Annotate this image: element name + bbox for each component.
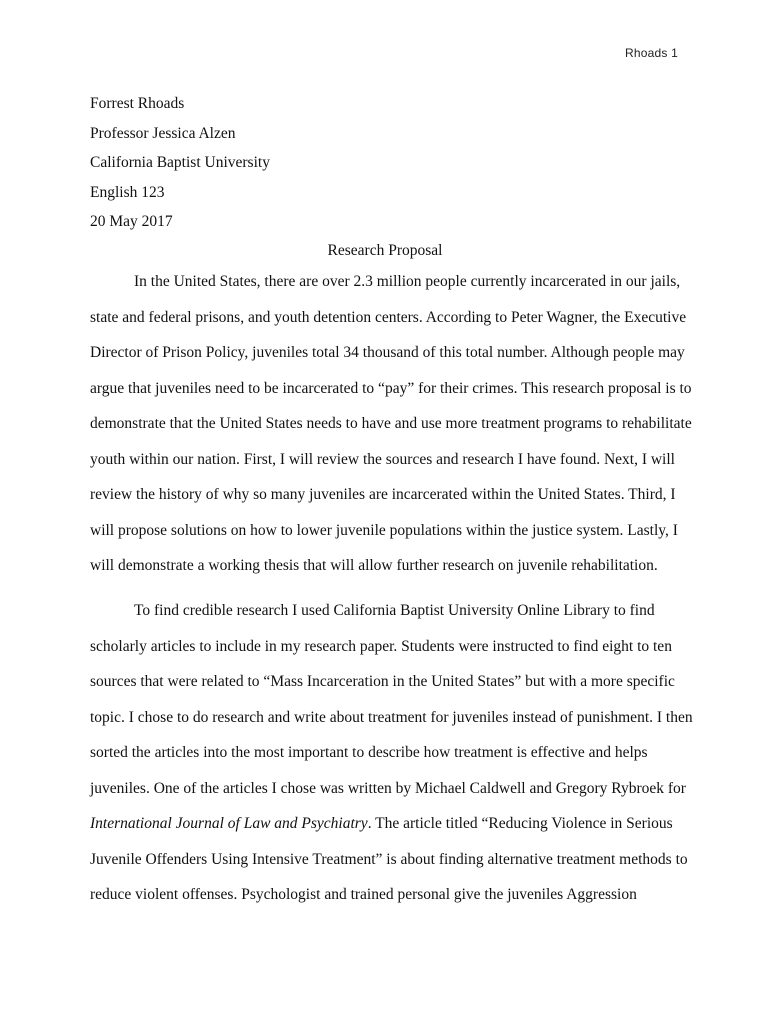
paragraph-line: reduce violent offenses. Psychologist and trained personal give the juveniles Aggression [90, 886, 637, 903]
paragraph-research-sources [90, 593, 693, 913]
paragraph-line: In the United States, there are over 2.3 million people currently incarcerated in our jails, [134, 273, 681, 290]
document-date: 20 May 2017 [90, 213, 173, 230]
paragraph-line: scholarly articles to include in my research paper. Students were instructed to find eight to ten [90, 637, 672, 655]
paragraph-line: sources that were related to “Mass Incarceration in the United States” but with a more specific [90, 673, 675, 690]
running-head: Rhoads 1 [625, 46, 678, 60]
paragraph-line: argue that juveniles need to be incarcerated to “pay” for their crimes. This research proposal is to [90, 379, 692, 397]
paragraph-line: To find credible research I used California Baptist University Online Library to find [134, 602, 655, 619]
instructor-name: Professor Jessica Alzen [90, 124, 236, 142]
paragraph-line: demonstrate that the United States needs to have and use more treatment programs to rehabilitate [90, 415, 692, 432]
paragraph-line-text: . The article titled “Reducing Violence in Serious [367, 815, 673, 832]
course-name: English 123 [90, 183, 165, 201]
paragraph-line: Juvenile Offenders Using Intensive Treatment” is about finding alternative treatment methods to [90, 850, 688, 868]
document-title: Research Proposal [327, 242, 443, 259]
paragraph-line: state and federal prisons, and youth detention centers. According to Peter Wagner, the Executive [90, 308, 687, 326]
paragraph-line: will demonstrate a working thesis that will allow further research on juvenile rehabilitation. [90, 557, 658, 574]
paragraph-line: topic. I chose to do research and write about treatment for juveniles instead of punishment. I then [90, 708, 693, 726]
paragraph-introduction [90, 264, 692, 584]
paragraph-line: sorted the articles into the most important to describe how treatment is effective and helps [90, 744, 648, 761]
author-name: Forrest Rhoads [90, 95, 185, 112]
mla-heading [90, 89, 680, 237]
paragraph-line: review the history of why so many juveniles are incarcerated within the United States. Third, I [90, 486, 676, 503]
journal-title: International Journal of Law and Psychiatry [90, 815, 368, 832]
institution-name: California Baptist University [90, 154, 270, 171]
paragraph-line: juveniles. One of the articles I chose was written by Michael Caldwell and Gregory Rybroek for [90, 779, 686, 797]
paragraph-line: Director of Prison Policy, juveniles total 34 thousand of this total number. Although people may [90, 344, 685, 361]
paragraph-line: youth within our nation. First, I will review the sources and research I have found. Next, I will [90, 450, 675, 468]
paragraph-line [90, 806, 680, 842]
paragraph-line: will propose solutions on how to lower juvenile populations within the justice system. Lastly, I [90, 521, 678, 539]
